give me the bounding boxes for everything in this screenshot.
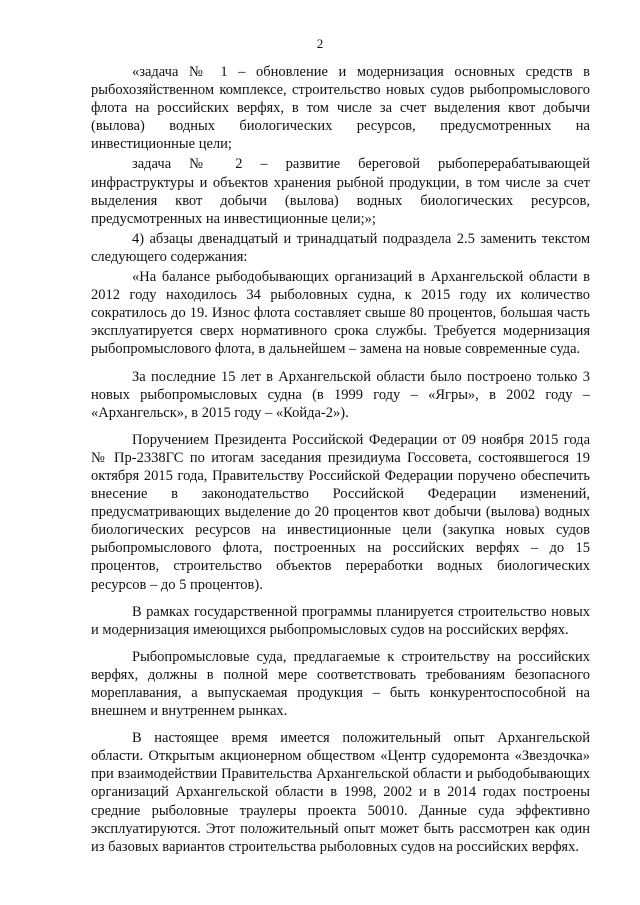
paragraph-amendment-4: 4) абзацы двенадцатый и тринадцатый подраздела 2.5 заменить текстом следующего содержания: [91, 230, 590, 265]
document-body [91, 63, 590, 858]
paragraph-state-program: В рамках государственной программы планируется строительство новых и модернизация имеющихся рыбопромысловых судов на российских верфях. [91, 603, 590, 638]
paragraph-vessels-built: За последние 15 лет в Архангельской области было построено только 3 новых рыбопромысловых судна (в 1999 году – «Ягры», в 2002 году – «Архангельск», в 2015 году – «Койда-2»). [91, 368, 590, 421]
paragraph-task-1: «задача № 1 – обновление и модернизация основных средств в рыбохозяйственном комплексе, строительство новых судов рыбопромыслового флота на российских верфях, в том числе за счет выделения квот добычи (вылова) водных биологических ресурсов, предусмотренных на инвестиционные цели; [91, 64, 590, 153]
page-number: 2 [316, 36, 324, 51]
paragraph-fleet-balance: «На балансе рыбодобывающих организаций в Архангельской области в 2012 году находилось 34 рыболовных судна, к 2015 году их количество сократилось до 19. Износ флота составляет свыше 80 процентов, большая часть эксплуатируется сверх нормативного срока службы. Требуется модернизация рыбопромыслового флота, в дальнейшем – замена на новые современные суда. [91, 269, 590, 358]
paragraph-task-2: задача № 2 – развитие береговой рыбоперерабатывающей инфраструктуры и объектов хранения рыбной продукции, в том числе за счет выделения квот добычи (вылова) водных биологических ресурсов, предусмотренных на инвестиционные цели;»; [91, 156, 590, 227]
paragraph-vessel-requirements: Рыбопромысловые суда, предлагаемые к строительству на российских верфях, должны в полной мере соответствовать требованиям безопасного мореплавания, а выпускаемая продукция – быть конкурентоспособной на внешнем и внутреннем рынках. [91, 648, 590, 720]
paragraph-president-order: Поручением Президента Российской Федерации от 09 ноября 2015 года № Пр-2338ГС по итогам заседания президиума Госсовета, состоявшегося 19 октября 2015 года, Правительству Российской Федерации поручено обеспечить внесение в законодательство Российской Федерации изменений, предусматривающих выделение до 20 процентов квот добычи (вылова) водных биологических ресурсов на инвестиционные цели (закупка новых судов рыбопромыслового флота, построенных на российских верфях – до 15 процентов, строительство объектов переработки водных биологических ресурсов – до 5 процентов). [91, 431, 590, 593]
paragraph-positive-experience: В настоящее время имеется положительный опыт Архангельской области. Открытым акционерном обществом «Центр судоремонта «Звездочка» при взаимодействии Правительства Архангельской области и рыбодобывающих организаций Архангельской области в 1998, 2002 и в 2014 годах построены средние рыболовные траулеры проекта 50010. Данные суда эффективно эксплуатируются. Этот положительный опыт может быть рассмотрен как один из базовых вариантов строительства рыболовных судов на российских верфях. [91, 730, 590, 855]
